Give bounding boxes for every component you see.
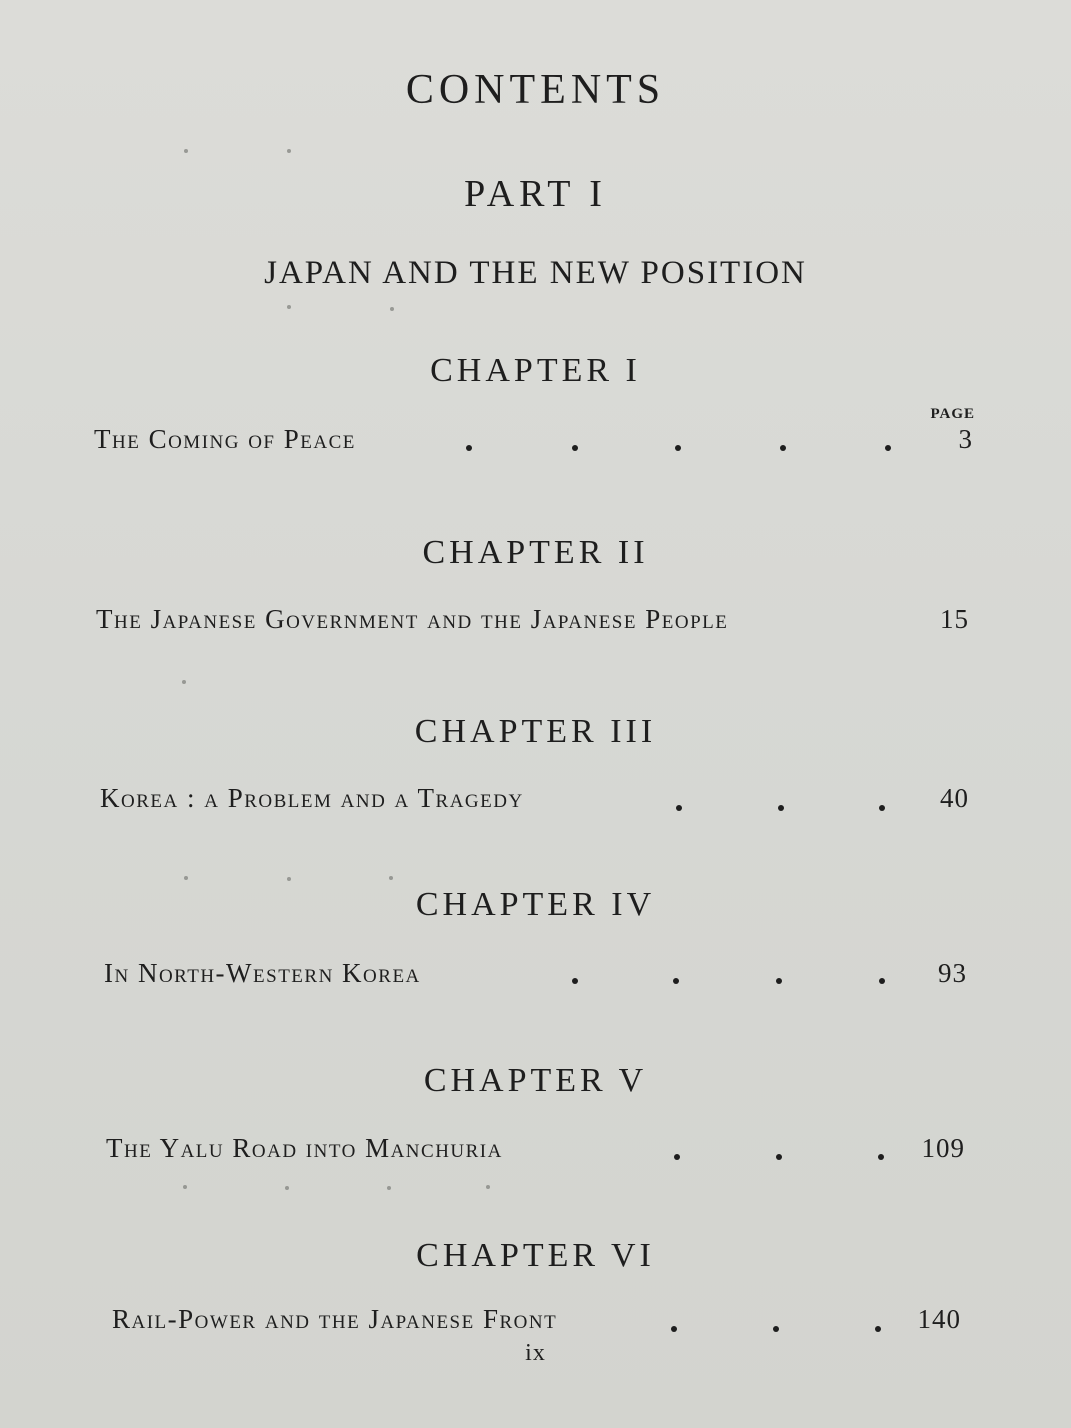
page-number: 109 [921,1133,965,1163]
leader-dot [676,805,682,811]
chapter-heading: CHAPTER V [423,1062,648,1099]
paper-speck [285,1186,289,1190]
leader-dot [776,978,782,984]
leader-dot [671,1326,677,1332]
leader-dot [572,445,578,451]
contents-entry [0,1304,1071,1344]
paper-speck [184,876,188,880]
leader-dot [776,1154,782,1160]
leader-dot [572,978,578,984]
leader-dot [879,805,885,811]
page-column-label: PAGE [930,406,975,422]
paper-speck [486,1185,490,1189]
chapter-title: Rail-Power and the Japanese Front [112,1304,558,1334]
leader-dot [878,1154,884,1160]
page-number: 140 [917,1304,961,1334]
chapter-heading: CHAPTER IV [415,886,656,923]
paper-speck [183,1185,187,1189]
paper-speck [182,680,186,684]
page-number: 3 [958,424,973,454]
chapter-heading: CHAPTER III [414,713,657,750]
leader-dot [875,1326,881,1332]
page-number: 15 [940,604,969,634]
chapter-title: In North-Western Korea [104,958,421,988]
chapter-heading: CHAPTER II [422,534,649,571]
chapter-title: The Japanese Government and the Japanese People [96,604,729,634]
contents-entry [0,783,1071,823]
contents-entry [0,604,1071,644]
leader-dot [885,445,891,451]
paper-speck [387,1186,391,1190]
leader-dot [674,1154,680,1160]
leader-dot [773,1326,779,1332]
chapter-heading: CHAPTER I [430,352,641,389]
contents-entry [0,424,1071,464]
leader-dot [879,978,885,984]
leader-dot [466,445,472,451]
paper-speck [390,307,394,311]
page-folio: ix [525,1340,546,1366]
chapter-title: The Yalu Road into Manchuria [106,1133,503,1163]
page-title: CONTENTS [405,67,666,113]
leader-dot [675,445,681,451]
paper-speck [184,149,188,153]
page-number: 93 [938,958,967,988]
paper-speck [287,877,291,881]
chapter-heading: CHAPTER VI [416,1237,655,1274]
leader-dot [778,805,784,811]
contents-entry [0,1133,1071,1173]
part-heading: PART I [464,173,607,215]
paper-speck [287,149,291,153]
paper-speck [287,305,291,309]
chapter-title: The Coming of Peace [94,424,356,454]
page-number: 40 [940,783,969,813]
leader-dot [780,445,786,451]
section-title: JAPAN AND THE NEW POSITION [264,255,807,291]
chapter-title: Korea : a Problem and a Tragedy [100,783,524,813]
contents-entry [0,958,1071,998]
leader-dot [673,978,679,984]
paper-speck [389,876,393,880]
